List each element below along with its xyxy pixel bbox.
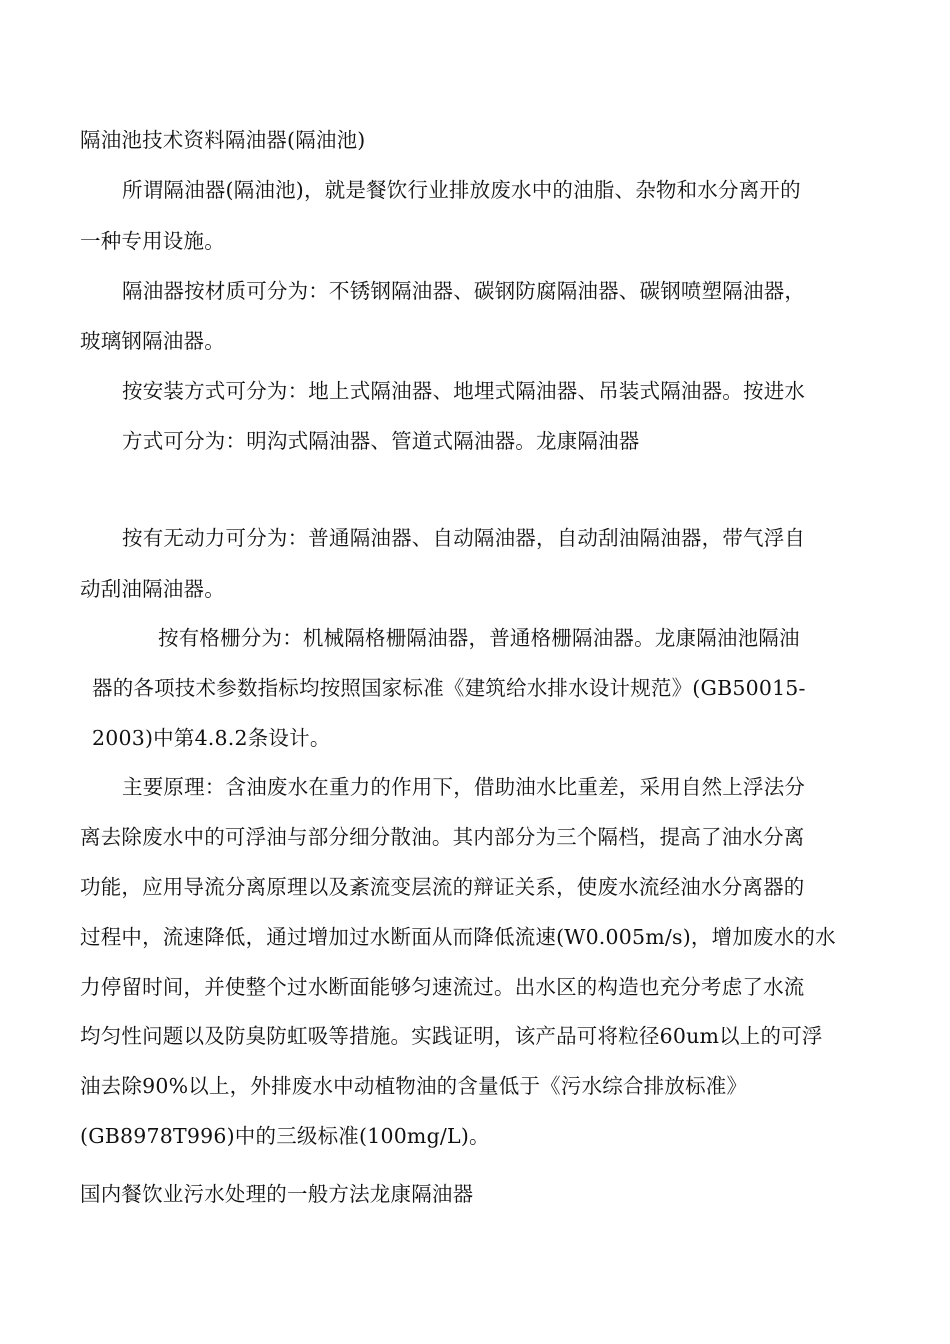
paragraph-5-line-1: 按有格栅分为：机械隔格栅隔油器，普通格栅隔油器。龙康隔油池隔油 xyxy=(158,626,800,650)
paragraph-6-line-7: 油去除90%以上，外排废水中动植物油的含量低于《污水综合排放标准》 xyxy=(80,1074,748,1098)
section-heading: 国内餐饮业污水处理的一般方法龙康隔油器 xyxy=(80,1182,474,1206)
paragraph-4-line-1: 按有无动力可分为：普通隔油器、自动隔油器，自动刮油隔油器，带气浮自 xyxy=(122,526,806,550)
paragraph-5-line-3: 2003)中第4.8.2条设计。 xyxy=(92,726,331,750)
paragraph-6-line-5: 力停留时间，并使整个过水断面能够匀速流过。出水区的构造也充分考虑了水流 xyxy=(80,975,805,999)
paragraph-6-line-3: 功能，应用导流分离原理以及紊流变层流的辩证关系，使废水流经油水分离器的 xyxy=(80,875,805,899)
document-title: 隔油池技术资料隔油器(隔油池) xyxy=(80,128,366,152)
paragraph-3-line-1: 按安装方式可分为：地上式隔油器、地埋式隔油器、吊装式隔油器。按进水 xyxy=(122,379,806,403)
paragraph-6-line-1: 主要原理：含油废水在重力的作用下，借助油水比重差，采用自然上浮法分 xyxy=(122,775,806,799)
paragraph-2-line-2: 玻璃钢隔油器。 xyxy=(80,329,225,353)
paragraph-5-line-2: 器的各项技术参数指标均按照国家标准《建筑给水排水设计规范》(GB50015- xyxy=(92,676,806,700)
paragraph-2-line-1: 隔油器按材质可分为：不锈钢隔油器、碳钢防腐隔油器、碳钢喷塑隔油器， xyxy=(122,279,806,303)
paragraph-6-line-6: 均匀性问题以及防臭防虹吸等措施。实践证明，该产品可将粒径60um以上的可浮 xyxy=(80,1024,823,1048)
paragraph-6-line-8: (GB8978T996)中的三级标准(100mg/L)。 xyxy=(80,1124,490,1148)
paragraph-1-line-1: 所谓隔油器(隔油池)，就是餐饮行业排放废水中的油脂、杂物和水分离开的 xyxy=(122,178,801,202)
paragraph-1-line-2: 一种专用设施。 xyxy=(80,229,225,253)
paragraph-6-line-2: 离去除废水中的可浮油与部分细分散油。其内部分为三个隔档，提高了油水分离 xyxy=(80,825,805,849)
paragraph-4-line-2: 动刮油隔油器。 xyxy=(80,577,225,601)
paragraph-3-line-2: 方式可分为：明沟式隔油器、管道式隔油器。龙康隔油器 xyxy=(122,429,640,453)
paragraph-6-line-4: 过程中，流速降低，通过增加过水断面从而降低流速(W0.005m/s)，增加废水的水 xyxy=(80,925,836,949)
